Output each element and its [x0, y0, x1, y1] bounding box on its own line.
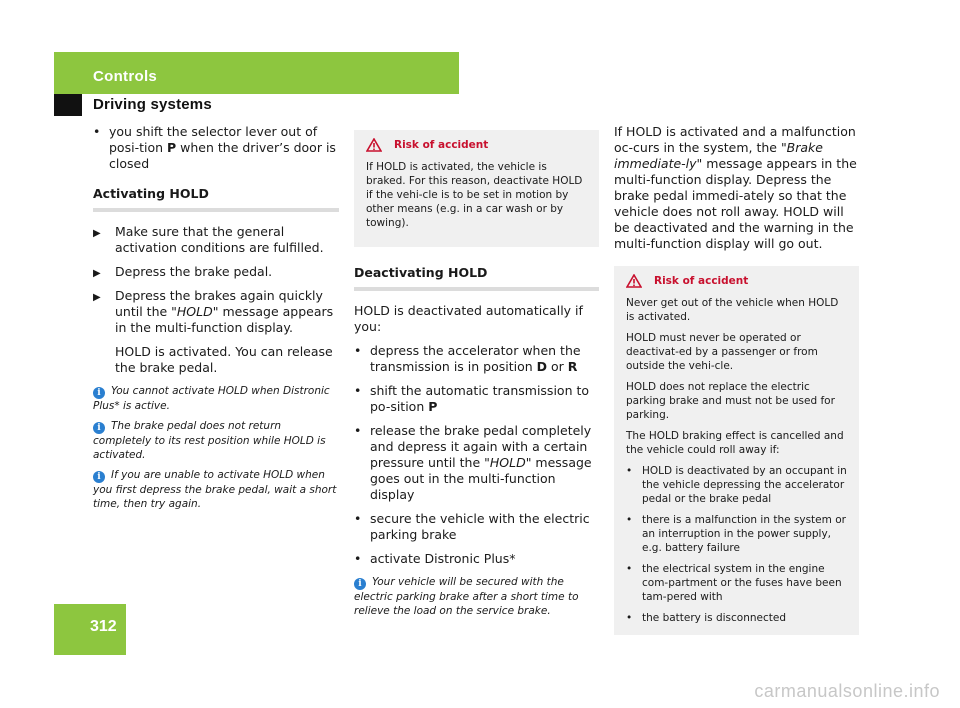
- section-title: Controls: [93, 68, 158, 85]
- column-3: [614, 124, 859, 635]
- text: If HOLD is activated and a malfunction oc-curs in the system, the: [614, 124, 856, 155]
- column-2: [354, 130, 599, 624]
- warning-box: [614, 266, 859, 635]
- info-note: [93, 419, 339, 462]
- list-item: [93, 124, 339, 172]
- warning-title-text: Risk of accident: [394, 139, 489, 151]
- key-letter: R: [567, 359, 578, 374]
- list-item: [354, 383, 599, 415]
- text: Depress the brakes again quickly until the: [115, 288, 323, 319]
- key-letter: D: [536, 359, 548, 374]
- section-heading: Deactivating HOLD: [354, 265, 488, 280]
- watermark: carmanualsonline.info: [754, 681, 940, 701]
- text: message appears in the multi-function display. Depress the brake pedal immedi-ately so that the vehicle does not roll away. HOLD will be deactivated and the warning in the multi-function display will go out.: [614, 156, 857, 251]
- text: shift the automatic transmission to po-sition: [370, 383, 590, 414]
- note-text: Your vehicle will be secured with the electric parking brake after a short time to relieve the load on the service brake.: [354, 576, 579, 617]
- list-item: • the battery is disconnected: [626, 611, 849, 625]
- info-icon: i: [93, 387, 105, 399]
- display-message: "HOLD": [171, 304, 219, 319]
- info-note: [354, 575, 599, 618]
- info-note: [93, 384, 339, 413]
- warning-title: [366, 138, 589, 152]
- info-icon: i: [93, 471, 105, 483]
- section-heading: Activating HOLD: [93, 186, 209, 201]
- step-item: ▶ Depress the brake pedal.: [93, 264, 339, 280]
- list-item: • activate Distronic Plus*: [354, 551, 599, 567]
- note-text: The brake pedal does not return completely to its rest position while HOLD is activated.: [93, 420, 326, 461]
- display-message: "Brake immediate-ly": [614, 140, 823, 171]
- warning-title: [626, 274, 849, 288]
- warning-text: The HOLD braking effect is cancelled and the vehicle could roll away if:: [626, 430, 844, 456]
- warning-triangle-icon: [366, 138, 382, 152]
- warning-text: HOLD does not replace the electric parking brake and must not be used for parking.: [626, 381, 835, 421]
- column-1: [93, 124, 339, 517]
- text: depress the accelerator when the transmission is in position: [370, 343, 581, 374]
- text: message appears in the multi-function display.: [115, 304, 334, 335]
- list-item: [354, 423, 599, 503]
- list-item: • there is a malfunction in the system or an interruption in the power supply, e.g. battery failure: [626, 513, 849, 555]
- step-result: HOLD is activated. You can release the brake pedal.: [115, 344, 333, 375]
- step-item: [93, 288, 339, 336]
- info-icon: i: [354, 578, 366, 590]
- list-item: • HOLD is deactivated by an occupant in the vehicle depressing the accelerator pedal or the brake pedal: [626, 464, 849, 506]
- key-letter: P: [428, 399, 438, 414]
- info-note: [93, 468, 339, 511]
- heading-rule: [93, 208, 339, 212]
- page-number: 312: [90, 618, 117, 635]
- heading-rule: [354, 287, 599, 291]
- key-letter: P: [167, 140, 177, 155]
- text: release the brake pedal completely and depress it again with a certain pressure until the: [370, 423, 592, 470]
- note-text: If you are unable to activate HOLD when you first depress the brake pedal, wait a short time, then try again.: [93, 469, 337, 510]
- info-icon: i: [93, 422, 105, 434]
- text: message goes out in the multi-function display: [370, 455, 592, 502]
- list-item: [354, 343, 599, 375]
- list-item: • the electrical system in the engine com-partment or the fuses have been tam-pered with: [626, 562, 849, 604]
- paragraph: [614, 124, 859, 252]
- warning-text: If HOLD is activated, the vehicle is braked. For this reason, deactivate HOLD if the vehi-cle is to be set in motion by other means (e.g. in a car wash or by towing).: [366, 161, 583, 229]
- warning-text: HOLD must never be operated or deactivat-ed by a passenger or from outside the vehi-cle.: [626, 332, 818, 372]
- note-text: You cannot activate HOLD when Distronic Plus* is active.: [93, 385, 330, 412]
- warning-title-text: Risk of accident: [654, 275, 749, 287]
- text: you shift the selector lever out of posi-tion: [109, 124, 318, 155]
- text: or: [547, 359, 568, 374]
- header-black-tab: [54, 94, 82, 116]
- display-message: "HOLD": [484, 455, 532, 470]
- text: when the driver’s door is closed: [109, 140, 336, 171]
- warning-triangle-icon: [626, 274, 642, 288]
- intro-text: HOLD is deactivated automatically if you:: [354, 303, 583, 334]
- warning-box: [354, 130, 599, 247]
- step-item: ▶ Make sure that the general activation conditions are fulfilled.: [93, 224, 339, 256]
- warning-text: Never get out of the vehicle when HOLD is activated.: [626, 297, 839, 323]
- subsection-title: Driving systems: [93, 96, 212, 113]
- list-item: • secure the vehicle with the electric parking brake: [354, 511, 599, 543]
